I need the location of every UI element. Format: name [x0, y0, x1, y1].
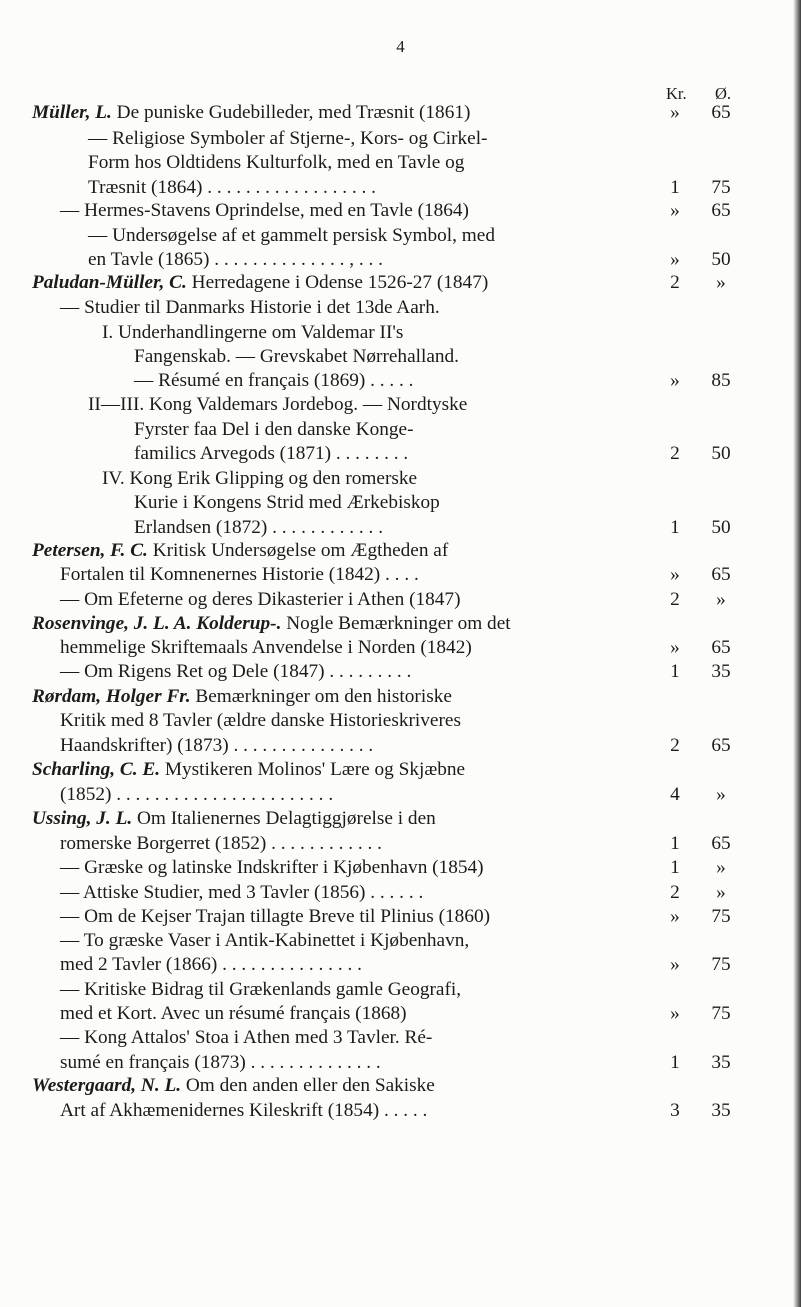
entry-text — [88, 150, 662, 176]
price-kroner: » — [670, 249, 680, 270]
entry-text — [32, 757, 662, 783]
entry-line — [0, 295, 801, 321]
entry-text — [60, 1025, 662, 1051]
price-ore: 35 — [711, 661, 731, 682]
price-ore: 50 — [711, 249, 731, 270]
title-text: Kritik med 8 Tavler (ældre danske Historieskriveres — [60, 710, 461, 731]
entry-line — [0, 635, 801, 661]
price-kroner: 1 — [670, 857, 680, 878]
price-kroner: 1 — [670, 833, 680, 854]
entry-line — [0, 977, 801, 1003]
entry-line — [0, 587, 801, 613]
price-kroner: 2 — [670, 272, 680, 293]
author-name: Rosenvinge, J. L. A. Kolderup-. — [32, 613, 282, 634]
price-ore: 50 — [711, 443, 731, 464]
entry-line — [0, 441, 801, 467]
author-name: Ussing, J. L. — [32, 808, 133, 829]
title-text: Kurie i Kongens Strid med Ærkebiskop — [134, 492, 440, 513]
price-ore: 65 — [711, 200, 731, 221]
price-ore: 65 — [711, 735, 731, 756]
title-text: Mystikeren Molinos' Lære og Skjæbne — [160, 759, 466, 780]
price-ore: » — [716, 882, 726, 903]
title-text: — Religiose Symboler af Stjerne-, Kors- og Cirkel- — [88, 128, 488, 149]
entry-text — [60, 198, 662, 224]
entry-line-author — [0, 538, 801, 564]
title-text: — Hermes-Stavens Oprindelse, med en Tavle (1864) — [60, 200, 469, 221]
entry-text — [32, 270, 662, 296]
entry-text — [88, 126, 662, 152]
title-text: (1852) . . . . . . . . . . . . . . . . . . . . . . . — [60, 784, 334, 805]
price-kroner: » — [670, 102, 680, 123]
price-kroner: 3 — [670, 1100, 680, 1121]
entry-line — [0, 880, 801, 906]
currency-ore: Ø. — [715, 84, 732, 103]
title-text: Fortalen til Komnenernes Historie (1842) . . . . — [60, 564, 419, 585]
entry-text — [134, 344, 662, 370]
entry-text — [134, 441, 662, 467]
entry-text — [60, 855, 662, 881]
title-text: — Résumé en français (1869) . . . . . — [134, 370, 414, 391]
price-ore: » — [716, 589, 726, 610]
price-kroner: » — [670, 954, 680, 975]
entry-text — [60, 928, 662, 954]
title-text: — Om Rigens Ret og Dele (1847) . . . . . . . . . — [60, 661, 412, 682]
entry-line — [0, 320, 801, 346]
entry-text — [134, 368, 662, 394]
title-text: — Om Efeterne og deres Dikasterier i Athen (1847) — [60, 589, 461, 610]
title-text: en Tavle (1865) . . . . . . . . . . . . . . , . . . — [88, 249, 383, 270]
entry-text — [60, 782, 662, 808]
entry-text — [88, 223, 662, 249]
title-text: Erlandsen (1872) . . . . . . . . . . . . — [134, 517, 384, 538]
title-text: Fangenskab. — Grevskabet Nørrehalland. — [134, 346, 460, 367]
title-text: Fyrster faa Del i den danske Konge- — [134, 419, 414, 440]
price-kroner: » — [670, 370, 680, 391]
price-kroner: 2 — [670, 443, 680, 464]
author-name: Rørdam, Holger Fr. — [32, 686, 191, 707]
entry-line — [0, 392, 801, 418]
price-kroner: 2 — [670, 735, 680, 756]
title-text: Kritisk Undersøgelse om Ægtheden af — [147, 540, 449, 561]
entry-text — [60, 1001, 662, 1027]
title-text: Herredagene i Odense 1526-27 (1847) — [186, 272, 489, 293]
entry-line-author — [0, 684, 801, 710]
price-ore: 35 — [711, 1052, 731, 1073]
author-name: Müller, L. — [32, 102, 112, 123]
entry-text — [102, 466, 662, 492]
entry-line — [0, 782, 801, 808]
title-text: med 2 Tavler (1866) . . . . . . . . . . . . . . . — [60, 954, 362, 975]
entry-text — [32, 1073, 662, 1099]
entry-text — [60, 1098, 662, 1124]
author-name: Petersen, F. C. — [32, 540, 148, 561]
entry-line-author — [0, 806, 801, 832]
entry-text — [60, 587, 662, 613]
price-kroner: 1 — [670, 517, 680, 538]
title-text: med et Kort. Avec un résumé français (1868) — [60, 1003, 407, 1024]
entry-text — [60, 831, 662, 857]
entry-text — [32, 684, 662, 710]
title-text: — Kong Attalos' Stoa i Athen med 3 Tavler. Ré- — [60, 1027, 433, 1048]
entry-line — [0, 928, 801, 954]
page-number: 4 — [396, 37, 405, 56]
entry-line — [0, 150, 801, 176]
title-text: romerske Borgerret (1852) . . . . . . . . . . . . — [60, 833, 383, 854]
entry-line — [0, 490, 801, 516]
entry-text — [60, 952, 662, 978]
entry-text — [32, 100, 662, 126]
entry-line — [0, 223, 801, 249]
price-kroner: » — [670, 564, 680, 585]
title-text: De puniske Gudebilleder, med Træsnit (1861) — [111, 102, 471, 123]
price-kroner: 1 — [670, 661, 680, 682]
entry-line — [0, 855, 801, 881]
entry-line-author — [0, 1073, 801, 1099]
price-ore: 75 — [711, 177, 731, 198]
entry-text — [32, 538, 662, 564]
entry-line — [0, 1001, 801, 1027]
title-text: — Studier til Danmarks Historie i det 13de Aarh. — [60, 297, 440, 318]
price-ore: » — [716, 784, 726, 805]
entry-line — [0, 126, 801, 152]
price-kroner: 1 — [670, 177, 680, 198]
entry-line — [0, 831, 801, 857]
title-text: Haandskrifter) (1873) . . . . . . . . . . . . . . . — [60, 735, 374, 756]
price-ore: 65 — [711, 637, 731, 658]
entry-text — [60, 977, 662, 1003]
entry-line-author — [0, 757, 801, 783]
price-kroner: 2 — [670, 589, 680, 610]
entry-text — [60, 295, 662, 321]
entry-line — [0, 904, 801, 930]
currency-kr: Kr. — [666, 84, 687, 103]
price-kroner: » — [670, 637, 680, 658]
author-name: Scharling, C. E. — [32, 759, 161, 780]
price-ore: 85 — [711, 370, 731, 391]
title-text: — Om de Kejser Trajan tillagte Breve til Plinius (1860) — [60, 906, 491, 927]
price-kroner: 2 — [670, 882, 680, 903]
price-ore: 50 — [711, 517, 731, 538]
entry-line — [0, 733, 801, 759]
title-text: Nogle Bemærkninger om det — [281, 613, 511, 634]
entry-line — [0, 198, 801, 224]
title-text: — To græske Vaser i Antik-Kabinettet i Kjøbenhavn, — [60, 930, 470, 951]
entry-text — [60, 659, 662, 685]
entry-text — [60, 562, 662, 588]
entry-line — [0, 466, 801, 492]
price-ore: 65 — [711, 833, 731, 854]
author-name: Paludan-Müller, C. — [32, 272, 187, 293]
author-name: Westergaard, N. L. — [32, 1075, 182, 1096]
entry-text — [134, 490, 662, 516]
entry-text — [32, 611, 662, 637]
entry-text — [102, 320, 662, 346]
price-ore: 65 — [711, 564, 731, 585]
entry-line — [0, 1025, 801, 1051]
entry-line — [0, 417, 801, 443]
title-text: Træsnit (1864) . . . . . . . . . . . . . . . . . . — [88, 177, 376, 198]
entry-line-author — [0, 100, 801, 126]
entry-text — [60, 635, 662, 661]
price-ore: » — [716, 272, 726, 293]
page-edge-shadow — [793, 0, 801, 1307]
entry-line — [0, 562, 801, 588]
entry-line-author — [0, 611, 801, 637]
entry-text — [32, 806, 662, 832]
price-kroner: 1 — [670, 1052, 680, 1073]
price-ore: 75 — [711, 1003, 731, 1024]
entry-line — [0, 952, 801, 978]
entry-line — [0, 659, 801, 685]
title-text: Om den anden eller den Sakiske — [181, 1075, 435, 1096]
price-ore: » — [716, 857, 726, 878]
price-ore: 35 — [711, 1100, 731, 1121]
price-ore: 75 — [711, 906, 731, 927]
title-text: sumé en français (1873) . . . . . . . . . . . . . . — [60, 1052, 381, 1073]
price-kroner: 4 — [670, 784, 680, 805]
entry-line — [0, 344, 801, 370]
title-text: — Græske og latinske Indskrifter i Kjøbenhavn (1854) — [60, 857, 484, 878]
entry-text — [134, 417, 662, 443]
title-text: IV. Kong Erik Glipping og den romerske — [102, 468, 418, 489]
title-text: Bemærkninger om den historiske — [190, 686, 452, 707]
entry-text — [60, 708, 662, 734]
entry-line — [0, 368, 801, 394]
title-text: — Undersøgelse af et gammelt persisk Symbol, med — [88, 225, 495, 246]
price-ore: 75 — [711, 954, 731, 975]
title-text: — Attiske Studier, med 3 Tavler (1856) . . . . . . — [60, 882, 424, 903]
title-text: hemmelige Skriftemaals Anvendelse i Norden (1842) — [60, 637, 472, 658]
price-ore: 65 — [711, 102, 731, 123]
title-text: familics Arvegods (1871) . . . . . . . . — [134, 443, 409, 464]
entry-text — [60, 733, 662, 759]
title-text: II—III. Kong Valdemars Jordebog. — Nordtyske — [88, 394, 468, 415]
entry-line — [0, 1098, 801, 1124]
entry-text — [60, 880, 662, 906]
title-text: Form hos Oldtidens Kulturfolk, med en Tavle og — [88, 152, 465, 173]
title-text: Om Italienernes Delagtiggjørelse i den — [132, 808, 436, 829]
entry-text — [88, 392, 662, 418]
title-text: I. Underhandlingerne om Valdemar II's — [102, 322, 404, 343]
entry-line-author — [0, 270, 801, 296]
price-kroner: » — [670, 906, 680, 927]
price-kroner: » — [670, 1003, 680, 1024]
title-text: — Kritiske Bidrag til Grækenlands gamle Geografi, — [60, 979, 462, 1000]
title-text: Art af Akhæmenidernes Kileskrift (1854) . . . . . — [60, 1100, 428, 1121]
entry-line — [0, 708, 801, 734]
price-kroner: » — [670, 200, 680, 221]
entry-text — [60, 904, 662, 930]
